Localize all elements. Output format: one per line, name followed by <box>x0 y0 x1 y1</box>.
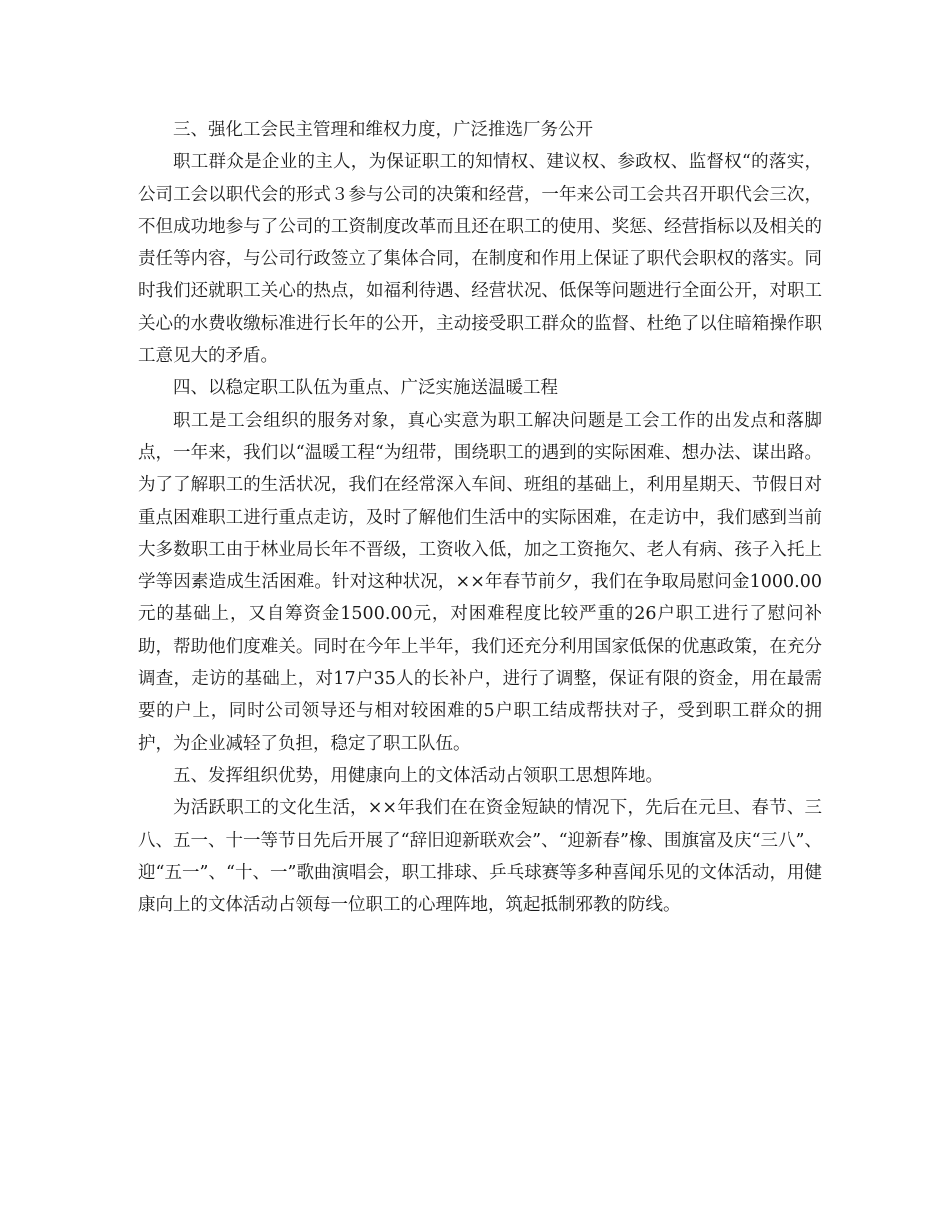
section-heading-4: 四、以稳定职工队伍为重点、广泛实施送温暖工程 <box>173 378 558 399</box>
paragraph-warmth-project: 职工是工会组织的服务对象，真心实意为职工解决问题是工会工作的出发点和落脚点，一年来，我们以“温暖工程“为纽带，围绕职工的遇到的实际困难、想办法、谋出路。为了了解职工的生活状况，我们在经常深入车间、班组的基础上，利用星期天、节假日对重点困难职工进行重点走访，及时了解他们生活中的实际困难，在走访中，我们感到当前大多数职工由于林业局长年不晋级，工资收入低，加之工资拖欠、老人有病、孩子入托上学等因素造成生活困难。针对这种状况，××年春节前夕，我们在争取局慰问金1000.00元的基础上，又自筹资金1500.00元，对困难程度比较严重的26户职工进行了慰问补助，帮助他们度难关。同时在今年上半年，我们还充分利用国家低保的优惠政策，在充分调查，走访的基础上，对17户35人的长补户，进行了调整，保证有限的资金，用在最需要的户上，同时公司领导还与相对较困难的5户职工结成帮扶对子，受到职工群众的拥护，为企业减轻了负担，稳定了职工队伍。 <box>138 410 822 754</box>
section-heading-5: 五、发挥组织优势，用健康向上的文体活动占领职工思想阵地。 <box>173 765 663 786</box>
section-heading-3: 三、强化工会民主管理和维权力度，广泛推选厂务公开 <box>173 120 593 140</box>
paragraph-cultural-activities: 为活跃职工的文化生活，××年我们在在资金短缺的情况下，先后在元旦、春节、三八、五一、十一等节日先后开展了“辞旧迎新联欢会”、“迎新春”橡、围旗富及庆“三八”、迎“五一”、“十、一”歌曲演唱会，职工排球、乒乓球赛等多种喜闻乐见的文体活动，用健康向上的文体活动占领每一位职工的心理阵地，筑起抵制邪教的防线。 <box>138 798 822 916</box>
paragraph-democratic-management: 职工群众是企业的主人，为保证职工的知情权、建议权、参政权、监督权“的落实，公司工会以职代会的形式３参与公司的决策和经营，一年来公司工会共召开职代会三次，不但成功地参与了公司的工资制度改革而且还在职工的使用、奖惩、经营指标以及相关的责任等内容，与公司行政签立了集体合同，在制度和作用上保证了职代会职权的落实。同时我们还就职工关心的热点，如福利待遇、经营状况、低保等问题进行全面公开，对职工关心的水费收缴标准进行长年的公开，主动接受职工群众的监督、杜绝了以住暗箱操作职工意见大的矛盾。 <box>138 152 822 367</box>
document-body <box>138 114 822 921</box>
